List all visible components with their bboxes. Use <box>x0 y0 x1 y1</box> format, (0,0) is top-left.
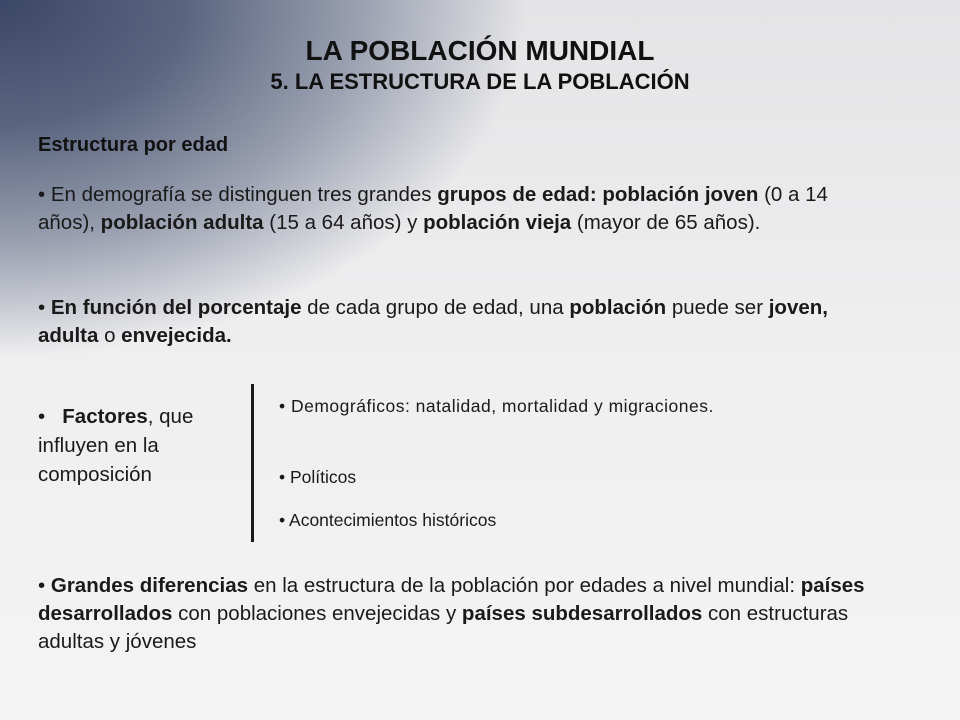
slide-title: LA POBLACIÓN MUNDIAL <box>305 35 655 66</box>
bold-run: población adulta <box>100 211 264 234</box>
text-run: (mayor de 65 años). <box>571 211 761 234</box>
bold-run: población <box>569 296 667 319</box>
bold-run: envejecida. <box>121 324 232 347</box>
bold-run: Factores <box>62 405 148 428</box>
text-run: en la estructura de la población por edades a nivel mundial: <box>248 574 801 597</box>
text-run: (0 a 14 años), <box>38 183 828 234</box>
bold-run: joven, adulta <box>38 296 828 347</box>
bold-run: Grandes diferencias <box>45 574 248 597</box>
text-run: puede ser <box>666 296 769 319</box>
factor-item-demographic: • Demográficos: natalidad, mortalidad y migraciones. <box>279 396 714 416</box>
bullet-marker: • <box>38 574 46 597</box>
paragraph-world-differences <box>38 572 898 656</box>
title-block <box>0 36 960 96</box>
bold-run: países subdesarrollados <box>461 602 703 625</box>
bold-run: grupos de edad: población joven <box>437 183 759 206</box>
bold-run: En función del porcentaje <box>45 296 302 319</box>
text-run: de cada grupo de edad, una <box>301 296 570 319</box>
factor-item-political: • Políticos <box>279 467 357 487</box>
paragraph-age-groups <box>38 181 878 237</box>
slide-subtitle: 5. LA ESTRUCTURA DE LA POBLACIÓN <box>270 69 690 94</box>
paragraph-population-type <box>38 294 878 350</box>
bullet-marker: • <box>38 183 46 206</box>
text-run: (15 a 64 años) y <box>263 211 424 234</box>
bullet-marker: • <box>38 296 46 319</box>
text-run: con estructuras adultas y jóvenes <box>38 602 849 653</box>
text-run: , que influyen en la composición <box>38 405 194 486</box>
section-heading: Estructura por edad <box>38 134 229 156</box>
text-run: o <box>98 324 122 347</box>
factores-label <box>38 402 248 489</box>
factor-item-historical: • Acontecimientos históricos <box>279 510 497 530</box>
text-run: con poblaciones envejecidas y <box>172 602 462 625</box>
text-run: En demografía se distinguen tres grandes <box>45 183 438 206</box>
bold-run: población vieja <box>423 211 572 234</box>
bracket-divider <box>251 384 254 542</box>
bullet-marker: • <box>38 405 46 428</box>
bold-run: países desarrollados <box>38 574 865 625</box>
